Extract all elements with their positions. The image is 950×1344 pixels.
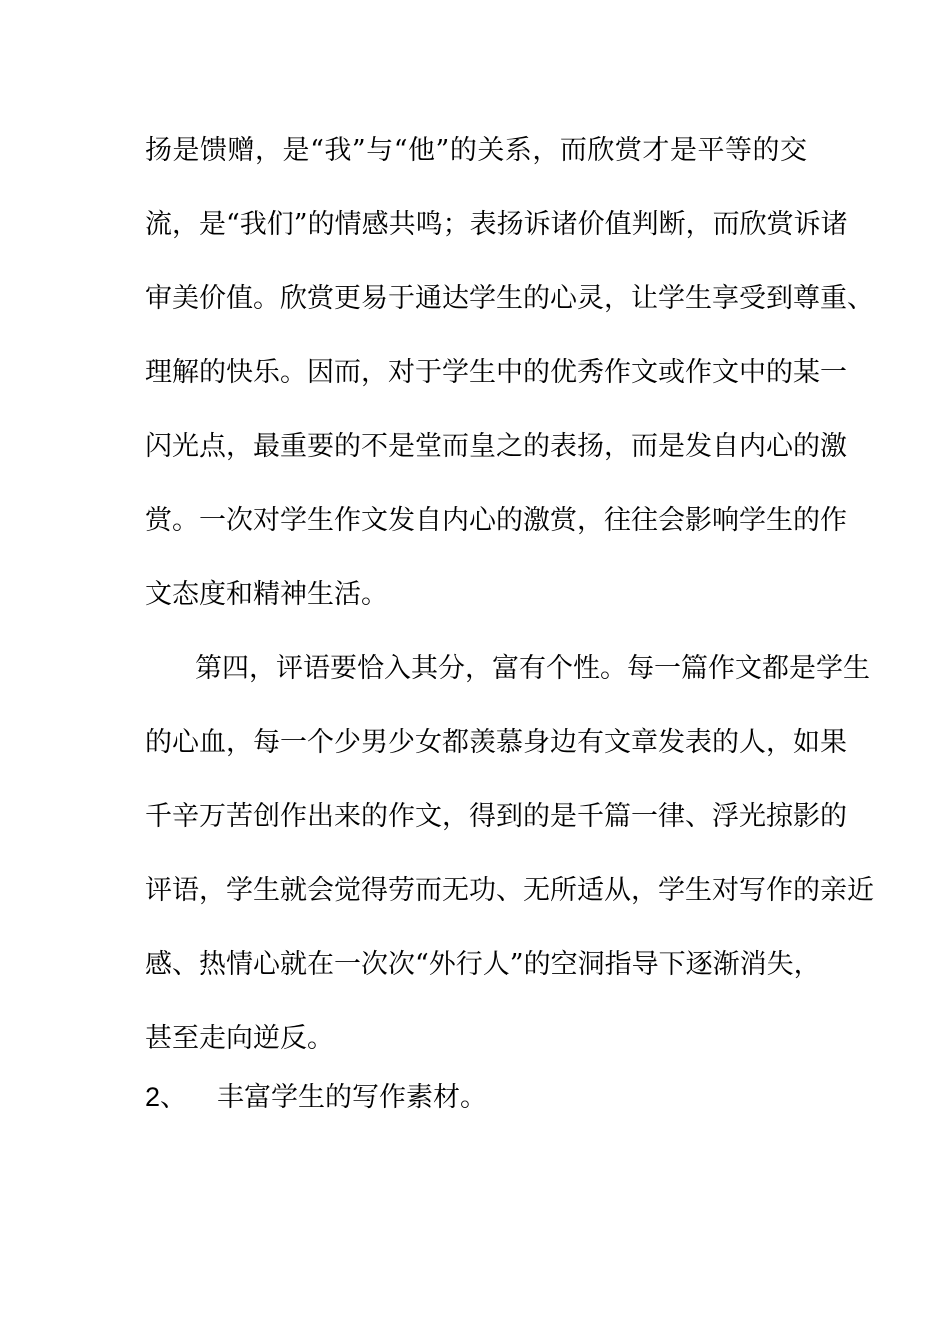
paragraph-2-line-5: 感、热情心就在一次次“外行人”的空洞指导下逐渐消失，	[145, 949, 821, 980]
list-item-text: 丰富学生的写作素材。	[217, 1082, 487, 1113]
paragraph-2-line-3: 千辛万苦创作出来的作文，得到的是千篇一律、浮光掠影的	[145, 801, 847, 832]
paragraph-1-line-3: 审美价值。欣赏更易于通达学生的心灵，让学生享受到尊重、	[145, 283, 874, 314]
paragraph-2-line-4: 评语，学生就会觉得劳而无功、无所适从，学生对写作的亲近	[145, 875, 874, 906]
paragraph-2-line-6: 甚至走向逆反。	[145, 1023, 334, 1054]
paragraph-1-line-5: 闪光点，最重要的不是堂而皇之的表扬，而是发自内心的激	[145, 431, 847, 462]
paragraph-2-line-2: 的心血，每一个少男少女都羡慕身边有文章发表的人，如果	[145, 727, 847, 758]
paragraph-1-line-6: 赏。一次对学生作文发自内心的激赏，往往会影响学生的作	[145, 505, 847, 536]
paragraph-1-line-7: 文态度和精神生活。	[145, 579, 388, 610]
paragraph-2-line-1: 第四，评语要恰入其分，富有个性。每一篇作文都是学生	[195, 653, 870, 684]
paragraph-1-line-2: 流，是“我们”的情感共鸣；表扬诉诸价值判断，而欣赏诉诸	[145, 209, 848, 240]
paragraph-1-line-1: 扬是馈赠，是“我”与“他”的关系，而欣赏才是平等的交	[145, 135, 807, 166]
list-item-2	[145, 1077, 487, 1117]
paragraph-1-line-4: 理解的快乐。因而，对于学生中的优秀作文或作文中的某一	[145, 357, 847, 388]
list-item-number: 2、	[145, 1082, 188, 1112]
